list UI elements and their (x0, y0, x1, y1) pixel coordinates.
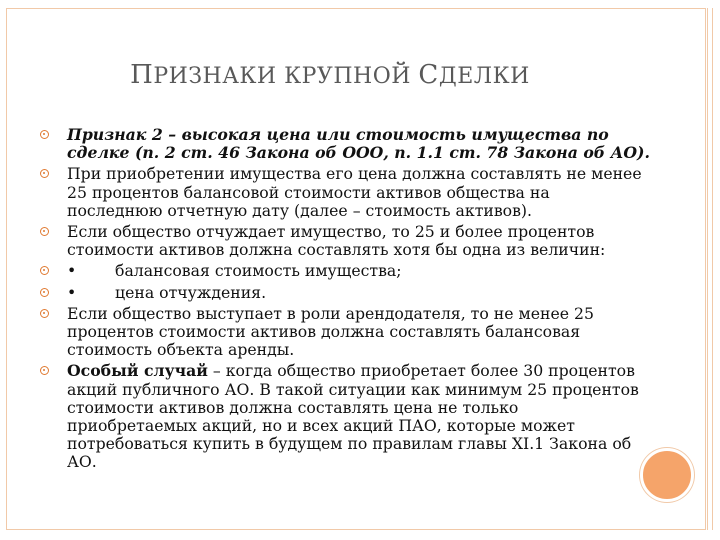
title-part-2: КРУПНОЙ (284, 64, 419, 89)
list-item (40, 262, 650, 280)
bullet-circle-icon (40, 266, 49, 275)
bullet-circle-icon (40, 227, 49, 236)
item-text: Если общество отчуждает имущество, то 25 и более процентов стоимости активов должна составлять хотя бы одна из величин: (67, 222, 606, 260)
bullet-circle-icon (40, 130, 49, 139)
item-lead-text: Признак 2 – высокая цена или стоимость имущества по сделке (п. 2 ст. 46 Закона об ООО, п. 1.1 ст. 78 Закона об АО). (67, 125, 650, 163)
list-item (40, 126, 650, 162)
item-text: цена отчуждения. (115, 282, 267, 302)
slide-side-strip (707, 8, 713, 530)
bullet-circle-icon (40, 169, 49, 178)
sub-bullet-dot: • (67, 261, 77, 281)
title-part-1: РИЗНАКИ (153, 64, 285, 89)
item-lead-text: Особый случай (67, 361, 208, 381)
title-cap-3: С (418, 60, 439, 90)
bullet-list (40, 126, 650, 475)
sub-bullet-dot: • (67, 282, 77, 302)
bullet-circle-icon (40, 366, 49, 375)
title-cap-1: П (130, 60, 154, 90)
list-item (40, 284, 650, 302)
item-text: Если общество выступает в роли арендодателя, то не менее 25 процентов стоимости активов должна составлять балансовая стоимость объекта аренды. (67, 303, 594, 360)
slide-title (0, 60, 660, 90)
list-item (40, 305, 650, 360)
bullet-circle-icon (40, 288, 49, 297)
bullet-circle-icon (40, 309, 49, 318)
list-item (40, 223, 650, 259)
list-item (40, 362, 650, 471)
title-part-3: ДЕЛКИ (438, 64, 530, 89)
list-item (40, 165, 650, 220)
item-text: балансовая стоимость имущества; (115, 261, 402, 281)
decorative-circle (640, 448, 694, 502)
item-text: При приобретении имущества его цена должна составлять не менее 25 процентов балансовой стоимости активов общества на последнюю отчетную дату (далее – стоимость активов). (67, 164, 642, 220)
item-text: – когда общество приобретает более 30 процентов акций публичного АО. В такой ситуации как минимум 25 процентов стоимости активов должна составлять цена не только приобретаемых акций, но и всех акций ПАО, которые может потребоваться купить в будущем по правилам главы XI.1 Закона об АО. (67, 361, 639, 472)
